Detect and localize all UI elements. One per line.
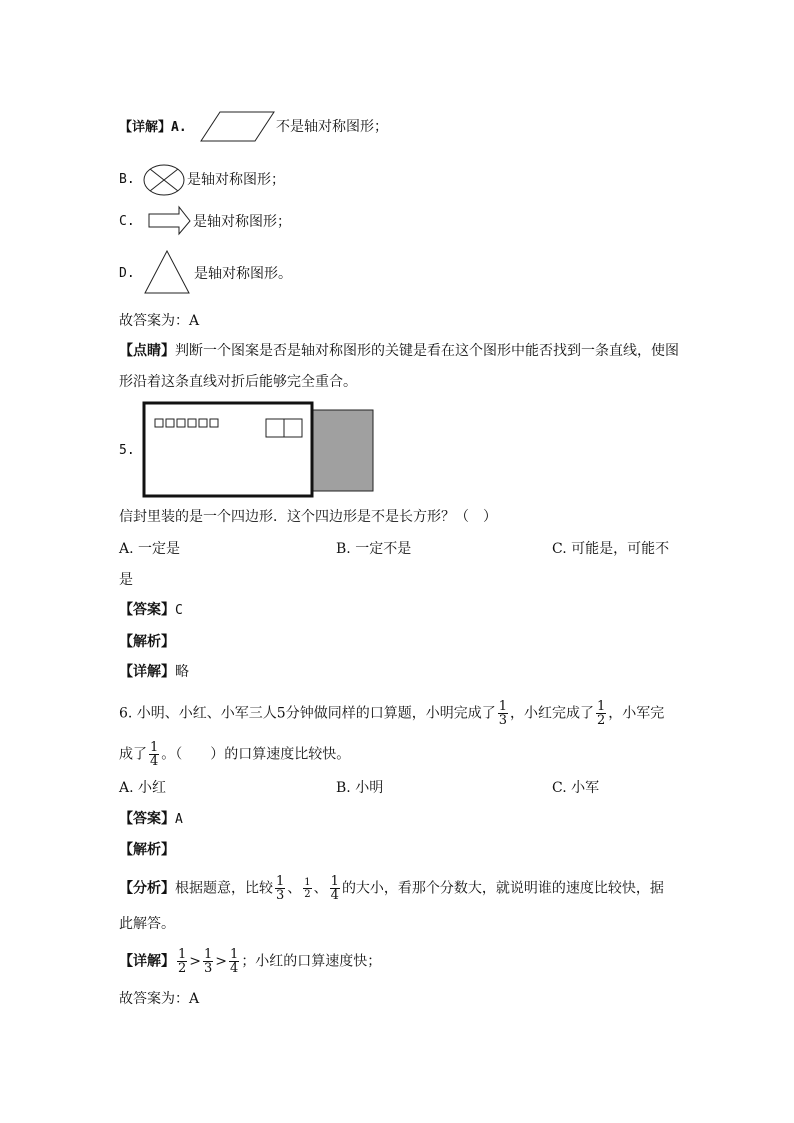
q5-analysis-label: 【解析】 <box>119 634 175 650</box>
q6-option-c: C. 小军 <box>552 780 600 796</box>
frac-num: 1 <box>230 947 239 962</box>
frac-num: 1 <box>498 699 507 714</box>
detail-tail: ；小红的口算速度快； <box>241 953 382 970</box>
answer-label: 【答案】 <box>119 811 175 827</box>
frac-den: 4 <box>150 754 159 769</box>
q5-option-c: C. 可能是，可能不 <box>552 541 670 557</box>
fenxi-part-b: 的大小，看那个分数大，就说明谁的速度比较快，据 <box>341 880 664 897</box>
frac-den: 2 <box>304 889 311 900</box>
separator: 、 <box>287 880 302 897</box>
q4-line-a <box>119 117 187 138</box>
q6-stem-part-d: 成了 <box>119 746 147 763</box>
q6-stem-line1 <box>119 700 664 727</box>
answer-label: 【答案】 <box>119 602 175 618</box>
fenxi-label: 【分析】 <box>119 880 175 897</box>
fenxi-part-a: 根据题意，比较 <box>175 880 273 897</box>
fraction-ming <box>203 948 213 975</box>
frac-num: 1 <box>204 947 213 962</box>
q5-number: 5. <box>119 443 135 458</box>
triangle-icon <box>144 250 190 294</box>
tip-label: 【点睛】 <box>119 343 175 359</box>
frac-num: 1 <box>178 947 187 962</box>
fraction-hong <box>596 700 606 727</box>
frac-den: 4 <box>230 961 239 976</box>
q4-d-prefix: D. <box>119 266 135 281</box>
circle-cross-icon <box>143 164 185 196</box>
separator: 、 <box>313 880 328 897</box>
q4-c-text: 是轴对称图形； <box>193 214 291 230</box>
q6-stem-line2 <box>119 741 350 768</box>
q6-option-b: B. 小明 <box>336 780 384 796</box>
q5-option-b: B. 一定不是 <box>336 541 412 557</box>
q5-option-c-wrap: 是 <box>119 572 133 588</box>
answer-value: C <box>175 603 183 618</box>
frac-num: 1 <box>276 874 285 889</box>
q5-detail <box>119 662 189 682</box>
q4-tip-line1 <box>119 341 679 361</box>
q5-option-a: A. 一定是 <box>119 541 181 557</box>
greater-than: > <box>215 953 228 970</box>
fraction-ming <box>275 875 285 902</box>
frac-den: 3 <box>276 888 285 903</box>
q4-b-text: 是轴对称图形； <box>187 172 285 188</box>
frac-den: 2 <box>597 713 606 728</box>
q6-fenxi-line2: 此解答。 <box>119 916 175 932</box>
q4-answer: 故答案为：A <box>119 313 200 329</box>
q5-stem: 信封里装的是一个四边形．这个四边形是不是长方形？（ ） <box>119 509 497 525</box>
greater-than: > <box>189 953 202 970</box>
frac-num: 1 <box>597 699 606 714</box>
q6-stem-part-c: ，小军完 <box>608 705 665 722</box>
envelope-figure <box>142 401 376 497</box>
frac-num: 1 <box>304 877 311 888</box>
frac-num: 1 <box>150 740 159 755</box>
q4-d-text: 是轴对称图形。 <box>194 266 292 282</box>
fraction-jun <box>149 741 159 768</box>
frac-den: 3 <box>204 961 213 976</box>
q6-stem-part-e: 。（ ）的口算速度比较快。 <box>161 746 351 763</box>
fraction-hong <box>177 948 187 975</box>
fraction-jun <box>229 948 239 975</box>
fraction-jun <box>330 875 340 902</box>
frac-den: 3 <box>498 713 507 728</box>
detail-text: 略 <box>175 664 189 680</box>
detail-label: 【详解】 <box>119 664 175 680</box>
q6-stem-part-a: 6. 小明、小红、小军三人5分钟做同样的口算题，小明完成了 <box>119 705 496 722</box>
q4-tip-line2: 形沿着这条直线对折后能够完全重合。 <box>119 374 357 390</box>
q4-a-text: 不是轴对称图形； <box>276 119 388 135</box>
q6-analysis-label: 【解析】 <box>119 842 175 858</box>
fraction-ming <box>498 700 508 727</box>
q6-stem-part-b: ，小红完成了 <box>510 705 594 722</box>
q6-fenxi-line1 <box>119 875 664 902</box>
q6-detail <box>119 948 381 975</box>
q4-c-prefix: C. <box>119 214 135 229</box>
fraction-hong <box>303 877 311 900</box>
q6-final: 故答案为：A <box>119 991 200 1007</box>
tip-text: 判断一个图案是否是轴对称图形的关键是看在这个图形中能否找到一条直线，使图 <box>175 343 679 359</box>
detail-label-a: 【详解】A. <box>119 120 187 135</box>
q4-b-prefix: B. <box>119 172 135 187</box>
parallelogram-icon <box>200 111 276 143</box>
q6-option-a: A. 小红 <box>119 780 167 796</box>
q5-answer <box>119 600 183 621</box>
answer-value: A <box>175 812 183 827</box>
q6-answer <box>119 809 183 830</box>
arrow-icon <box>148 206 192 236</box>
frac-den: 4 <box>330 888 339 903</box>
frac-den: 2 <box>178 961 187 976</box>
detail-label: 【详解】 <box>119 953 175 970</box>
frac-num: 1 <box>330 874 339 889</box>
